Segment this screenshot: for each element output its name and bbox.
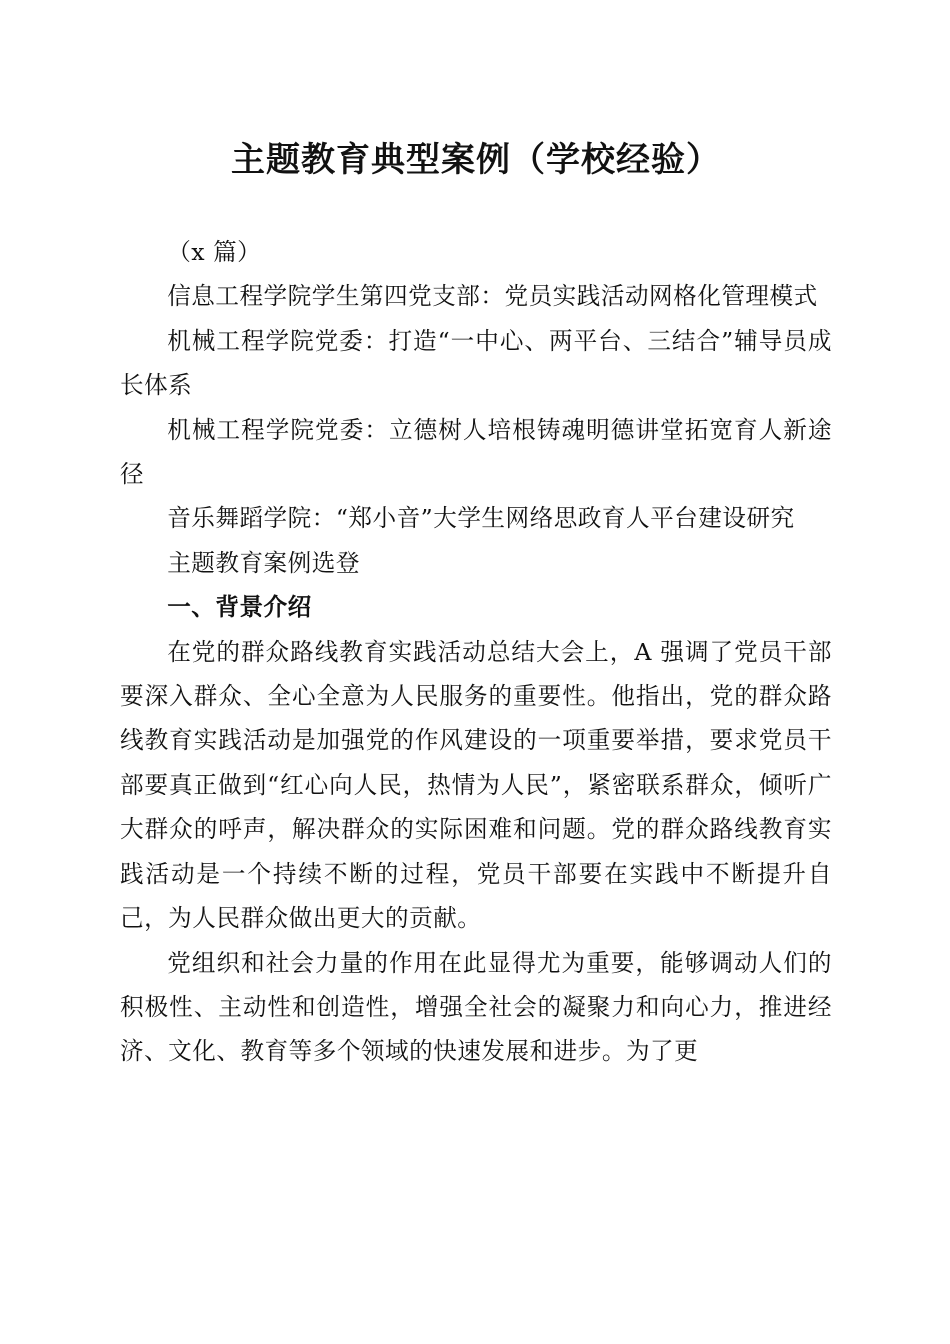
- document-body: [120, 230, 832, 1074]
- toc-item-2: 机械工程学院党委：打造“一中心、两平台、三结合”辅导员成长体系: [120, 326, 832, 400]
- body-paragraph-2: 党组织和社会力量的作用在此显得尤为重要，能够调动人们的积极性、主动性和创造性，增强全社会的凝聚力和向心力，推进经济、文化、教育等多个领域的快速发展和进步。为了更: [120, 948, 832, 1066]
- toc-item-1: 信息工程学院学生第四党支部：党员实践活动网格化管理模式: [167, 282, 818, 311]
- section-label: 主题教育案例选登: [167, 548, 360, 577]
- section-heading: 一、背景介绍: [167, 593, 312, 622]
- subtitle: （x 篇）: [167, 238, 262, 266]
- toc-item-4: 音乐舞蹈学院：“郑小音”大学生网络思政育人平台建设研究: [167, 504, 795, 533]
- toc-item-3: 机械工程学院党委：立德树人培根铸魂明德讲堂拓宽育人新途径: [120, 415, 832, 489]
- document-title: 主题教育典型案例（学校经验）: [231, 140, 721, 180]
- body-paragraph-1: 在党的群众路线教育实践活动总结大会上，A 强调了党员干部要深入群众、全心全意为人民服务的重要性。他指出，党的群众路线教育实践活动是加强党的作风建设的一项重要举措，要求党员干部要真正做到“红心向人民，热情为人民”，紧密联系群众，倾听广大群众的呼声，解决群众的实际困难和问题。党的群众路线教育实践活动是一个持续不断的过程，党员干部要在实践中不断提升自己，为人民群众做出更大的贡献。: [120, 637, 832, 933]
